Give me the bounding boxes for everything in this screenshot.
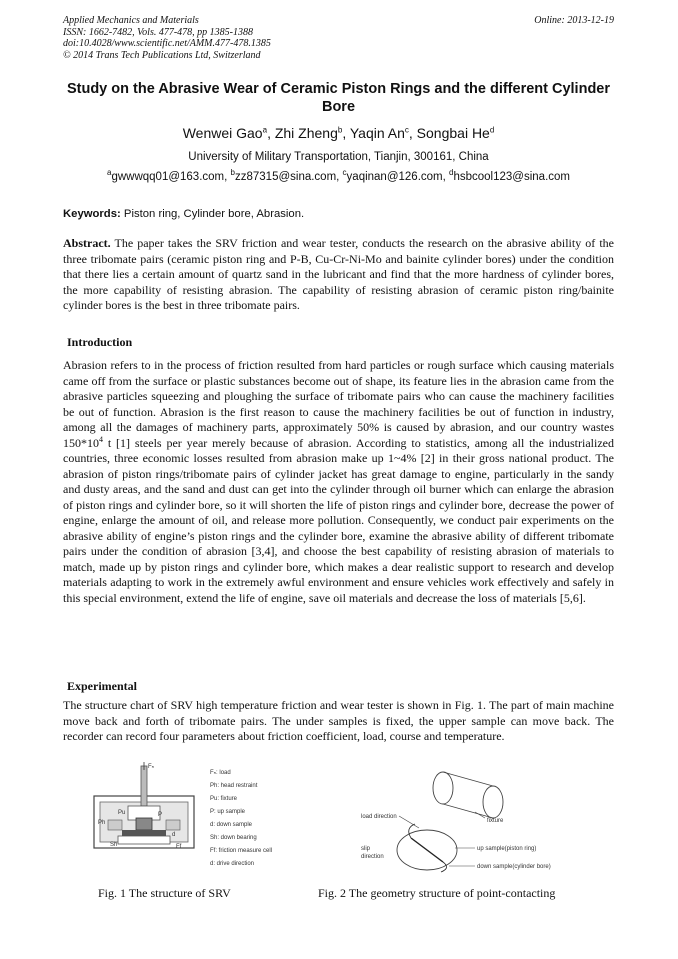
author-name: Wenwei Gao [182, 125, 263, 141]
email-sup: a [107, 168, 112, 178]
label-slip: slip [361, 846, 371, 852]
copyright-line: © 2014 Trans Tech Publications Ltd, Switzerland [63, 49, 261, 61]
section-heading-introduction: Introduction [67, 335, 133, 349]
keywords-text: Piston ring, Cylinder bore, Abrasion. [123, 208, 305, 220]
experimental-body: The structure chart of SRV high temperature friction and wear tester is shown in Fig. 1. The part of main machine move back and forth of tribomate pairs. The under samples is fixed, the upper sample can move back. The recorder can record four parameters about friction coefficient, load, course and temperature. [63, 698, 614, 743]
load-rod [141, 766, 147, 806]
label-down-sample: down sample(cylinder bore) [477, 864, 551, 870]
affiliation: University of Military Transportation, Tianjin, 300161, China [188, 151, 489, 163]
email-sup: b [230, 168, 235, 178]
email-sup: d [449, 168, 454, 178]
author-sup: b [337, 125, 343, 135]
paper-title: Study on the Abrasive Wear of Ceramic Piston Rings and the different Cylinder Bore [66, 81, 611, 115]
doi-line: doi:10.4028/www.scientific.net/AMM.477-478.1385 [63, 38, 271, 49]
author-name: Zhi Zheng [274, 125, 338, 141]
author-list: Wenwei Gao$^a$, Zhi Zheng$^b$, Yaqin An$^c$, Songbai He$^d$ [182, 125, 495, 141]
author-sup: a [262, 125, 268, 135]
ring-end-right [483, 786, 503, 818]
keywords-label: Keywords: [63, 208, 121, 220]
slip-arrow-top [409, 824, 415, 838]
author-sup: c [404, 125, 409, 135]
intro-exponent: 4 [99, 434, 103, 444]
label-up-sample: up sample(piston ring) [477, 846, 537, 852]
label-ff: Ff [176, 844, 182, 850]
ring-edge-bottom [443, 804, 493, 818]
fixture-block [136, 818, 152, 830]
legend-item-0: Fₙ: load [210, 770, 231, 776]
issn-line: ISSN: 1662-7482, Vols. 477-478, pp 1385-1388 [63, 26, 253, 38]
email-list: $^a$gwwwqq01@163.com, $^b$zz87315@sina.com, $^c$yaqinan@126.com, $^d$hsbcool123@sina.com [107, 168, 570, 183]
introduction-body [63, 358, 614, 606]
intro-text-a: Abrasion refers to in the process of friction resulted from hard particles or rough surface which causing materials came off from the surface or plastic substances become out of shape, its feature lies in the abrasion came from the abrasive particles squeezing and ploughing the surface of tribomate pairs who can cause the machinery facilities be out of function. Abrasion is the first reason to cause the machinery facilities be out of function in industry, among all the damages of machinery parts, approximately 50% is caused by abrasion, and our country wastes 150*10 [63, 358, 614, 450]
figure-1-caption: Fig. 1 The structure of SRV [98, 886, 231, 900]
figure-point-contact [355, 768, 555, 878]
down-bearing [118, 836, 170, 844]
email-address: yaqinan@126.com [346, 171, 443, 183]
down-sample [122, 830, 166, 836]
srv-diagram [88, 762, 318, 872]
legend-item-5: Sh: down bearing [210, 835, 257, 841]
contact-diagram [355, 768, 555, 878]
load-leader [399, 816, 419, 828]
label-sh: Sh [110, 842, 118, 848]
online-date: Online: 2013-12-19 [534, 15, 614, 26]
label-pu: Pu [118, 810, 126, 816]
label-ph: Ph [98, 820, 106, 826]
abstract-text: The paper takes the SRV friction and wear tester, conducts the research on the abrasive ability of the three tribomate pairs (ceramic piston ring and P-B, Cu-Cr-Ni-Mo and bainite cylinder bores) under the condition that there lies a certain amount of quartz sand in the lubricant and find that the more hardness of cylinder bores, the more capability of resisting abrasion. The capability of resisting abrasion of ceramic piston ring/bainite cylinder bores is the best in three tribomate pairs. [63, 236, 614, 312]
label-load-direction: load direction [361, 814, 397, 820]
running-header [63, 15, 271, 61]
keywords [63, 208, 304, 220]
journal-name: Applied Mechanics and Materials [63, 15, 199, 26]
section-heading-experimental: Experimental [67, 679, 137, 693]
label-d: d [172, 832, 176, 838]
contact-ring [411, 838, 443, 862]
legend-item-1: Ph: head restraint [210, 783, 258, 789]
author-name: Songbai He [416, 125, 490, 141]
legend-item-6: Ff: friction measure cell [210, 848, 273, 854]
email-address: gwwwqq01@163.com [111, 171, 225, 183]
figure-srv-structure [88, 762, 318, 872]
figure-2-caption: Fig. 2 The geometry structure of point-contacting [318, 886, 556, 900]
label-p: P [158, 812, 163, 818]
author-sup: d [489, 125, 495, 135]
legend-item-3: P: up sample [210, 809, 246, 815]
author-name: Yaqin An [349, 125, 405, 141]
ring-end-left [433, 772, 453, 804]
legend-item-4: d: down sample [210, 822, 253, 828]
ring-edge-top [443, 772, 493, 786]
label-fixture: fixture [487, 818, 504, 824]
side-cell-right [166, 820, 180, 830]
abstract [63, 236, 614, 314]
side-cell-left [108, 820, 122, 830]
intro-text-b: t [1] steels per year merely because of abrasion. According to statistics, among all the industrialized countries, three economic losses resulted from abrasion make up 1~4% [2] in their gross national product. The abrasion of piston rings/tribomate pairs of cylinder jacket has great damage to engine, particularly in the sandy and dusty areas, and the sand and dust can get into the cylinder through oil burner which can enlarge the abrasion of piston rings and cylinder bore, so it will shorten the life of piston rings and cylinder bore, decrease the power of engine, enlarge the amount of oil, and release more pollution. Consequently, we conduct pair experiments on the abrasive ability of engine’s piston rings and the cylinder bore, examine the abrasive ability of different tribomate pairs under the condition of abrasion [3,4], and choose the best capability of resisting abrasion of materials to match, made up by piston rings and cylinder bore, which makes a dear realistic support to research and develop materials adapting to work in the extremely awful environment and ensure vehicles work effectively and safely in this special environment, extend the life of engine, save oil materials and decrease the loss of materials [5,6]. [63, 435, 614, 605]
abstract-label: Abstract. [63, 236, 111, 250]
label-fn: Fₙ [148, 764, 155, 770]
email-address: hsbcool123@sina.com [453, 171, 570, 183]
legend-item-2: Pu: fixture [210, 796, 238, 802]
label-direction: direction [361, 854, 384, 860]
email-sup: c [342, 168, 347, 178]
legend-item-7: d: drive direction [210, 861, 255, 867]
email-address: zz87315@sina.com [234, 171, 337, 183]
